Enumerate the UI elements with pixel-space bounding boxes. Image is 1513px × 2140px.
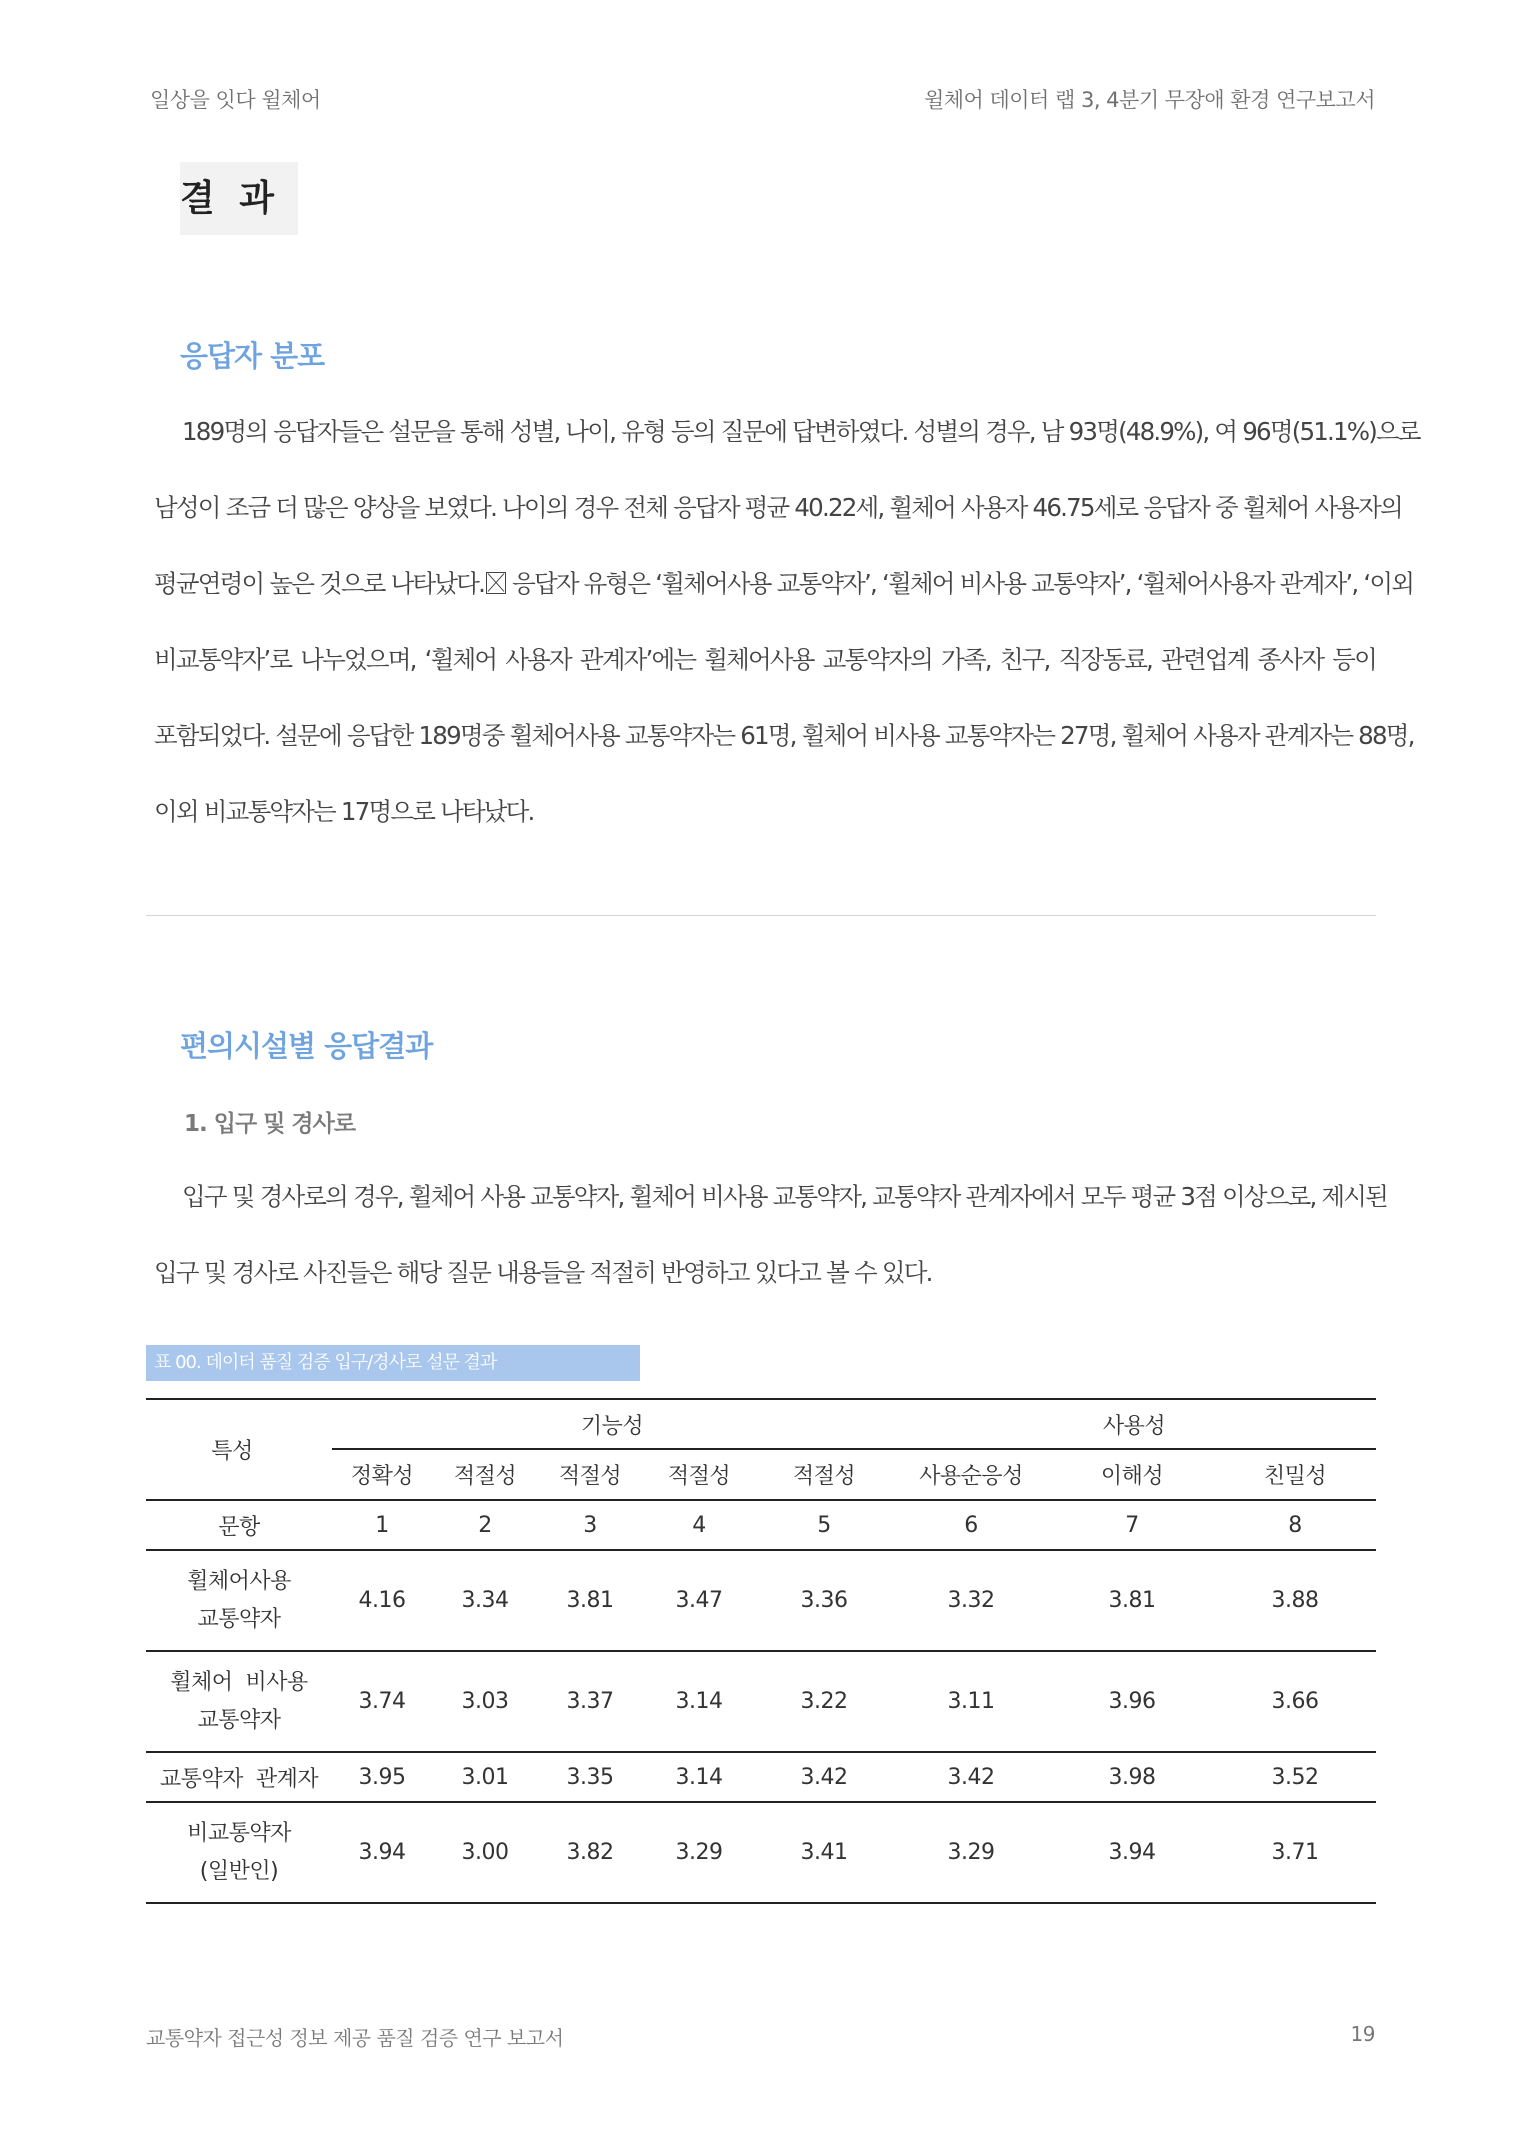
table-cell: 3.42 (756, 1752, 892, 1802)
table-cell: 3.29 (892, 1802, 1050, 1903)
running-header-left: 일상을 잇다 윌체어 (150, 88, 321, 112)
table-cell: 3.32 (892, 1550, 1050, 1651)
table-cell: 3.94 (1050, 1802, 1214, 1903)
table-cell: 3.34 (432, 1550, 538, 1651)
row-label-line: 교통약자 (197, 1707, 281, 1733)
table-cell: 3.96 (1050, 1651, 1214, 1752)
table-row (146, 1550, 1376, 1651)
table-cell: 3.14 (642, 1752, 756, 1802)
paragraph-line: 남성이 조금 더 많은 양상을 보였다. 나이의 경우 전체 응답자 평균 40.22세, 휠체어 사용자 46.75세로 응답자 중 휠체어 사용자의 (154, 493, 1402, 522)
table-cell: 3.52 (1214, 1752, 1376, 1802)
paragraph-line: 이외 비교통약자는 17명으로 나타났다. (154, 797, 534, 826)
table-row (146, 1802, 1376, 1903)
table-cell: 3.82 (538, 1802, 642, 1903)
header-group-usability: 사용성 (892, 1399, 1376, 1449)
table-cell: 3 (538, 1500, 642, 1550)
section-title-facility-results: 편의시설별 응답결과 (180, 1029, 433, 1063)
table-row (146, 1500, 1376, 1550)
table-cell: 3.37 (538, 1651, 642, 1752)
table-caption: 표 00. 데이터 품질 검증 입구/경사로 설문 결과 (146, 1345, 640, 1381)
column-header: 친밀성 (1214, 1449, 1376, 1500)
header-gap-cell (318, 1399, 332, 1500)
table-cell: 4.16 (332, 1550, 432, 1651)
table-cell: 6 (892, 1500, 1050, 1550)
table-cell: 3.22 (756, 1651, 892, 1752)
row-label-line: 휠체어사용 (187, 1568, 291, 1594)
table-header-row (146, 1399, 1376, 1449)
table-cell: 3.03 (432, 1651, 538, 1752)
row-label (146, 1550, 332, 1651)
section-title-respondents: 응답자 분포 (180, 339, 325, 373)
table-cell: 3.81 (538, 1550, 642, 1651)
table-cell: 3.29 (642, 1802, 756, 1903)
paragraph-line: 비교통약자’로 나누었으며, ‘휠체어 사용자 관계자’에는 휠체어사용 교통약자의 가족, 친구, 직장동료, 관련업계 종사자 등이 (154, 645, 1376, 674)
table-cell: 3.94 (332, 1802, 432, 1903)
table-cell: 3.47 (642, 1550, 756, 1651)
table-cell: 3.88 (1214, 1550, 1376, 1651)
table-cell: 5 (756, 1500, 892, 1550)
row-label-line: 교통약자 (197, 1606, 281, 1632)
column-header: 정확성 (332, 1449, 432, 1500)
table-cell: 4 (642, 1500, 756, 1550)
row-label: 교통약자 관계자 (146, 1752, 332, 1802)
paragraph-line: 포함되었다. 설문에 응답한 189명중 휠체어사용 교통약자는 61명, 휠체어 비사용 교통약자는 27명, 휠체어 사용자 관계자는 88명, (154, 721, 1414, 750)
row-label-line: (일반인) (199, 1858, 279, 1884)
table-cell: 2 (432, 1500, 538, 1550)
column-header: 적절성 (756, 1449, 892, 1500)
running-footer: 교통약자 접근성 정보 제공 품질 검증 연구 보고서 (146, 2026, 564, 2050)
paragraph-line: 입구 및 경사로 사진들은 해당 질문 내용들을 적절히 반영하고 있다고 볼 수 있다. (154, 1258, 932, 1287)
table-cell: 3.35 (538, 1752, 642, 1802)
table-cell: 8 (1214, 1500, 1376, 1550)
table-cell: 3.36 (756, 1550, 892, 1651)
row-label-line: 비교통약자 (187, 1820, 291, 1846)
running-header-right: 윌체어 데이터 랩 3, 4분기 무장애 환경 연구보고서 (923, 88, 1375, 112)
missing-glyph-icon (486, 572, 506, 594)
column-header: 이해성 (1050, 1449, 1214, 1500)
table-cell: 3.14 (642, 1651, 756, 1752)
paragraph-line: 입구 및 경사로의 경우, 휠체어 사용 교통약자, 휠체어 비사용 교통약자, 교통약자 관계자에서 모두 평균 3점 이상으로, 제시된 (182, 1182, 1388, 1211)
table-cell: 3.11 (892, 1651, 1050, 1752)
table-cell: 3.71 (1214, 1802, 1376, 1903)
column-header: 적절성 (538, 1449, 642, 1500)
table-cell: 3.41 (756, 1802, 892, 1903)
table-cell: 3.66 (1214, 1651, 1376, 1752)
row-label (146, 1651, 332, 1752)
table-cell: 1 (332, 1500, 432, 1550)
table-cell: 3.01 (432, 1752, 538, 1802)
table-cell: 3.42 (892, 1752, 1050, 1802)
table-cell: 3.00 (432, 1802, 538, 1903)
table-row (146, 1752, 1376, 1802)
paragraph-line-part: 평균연령이 높은 것으로 나타났다. (154, 569, 485, 598)
header-group-functionality: 기능성 (332, 1399, 892, 1449)
column-header: 사용순응성 (892, 1449, 1050, 1500)
table-row (146, 1651, 1376, 1752)
section-divider (146, 915, 1376, 916)
page-number: 19 (1350, 2022, 1375, 2046)
table-cell: 7 (1050, 1500, 1214, 1550)
row-label: 문항 (146, 1500, 332, 1550)
paragraph-line-part: 응답자 유형은 ‘휠체어사용 교통약자’, ‘휠체어 비사용 교통약자’, ‘휠체어사용자 관계자’, ‘이외 (512, 569, 1414, 598)
table-cell: 3.95 (332, 1752, 432, 1802)
table-cell: 3.74 (332, 1651, 432, 1752)
column-header: 적절성 (642, 1449, 756, 1500)
table-cell: 3.98 (1050, 1752, 1214, 1802)
row-label-line: 휠체어 비사용 (170, 1669, 308, 1695)
column-header: 적절성 (432, 1449, 538, 1500)
row-label (146, 1802, 332, 1903)
paragraph-line: 189명의 응답자들은 설문을 통해 성별, 나이, 유형 등의 질문에 답변하였다. 성별의 경우, 남 93명(48.9%), 여 96명(51.1%)으로 (182, 417, 1420, 446)
survey-results-table (146, 1398, 1376, 1904)
subsection-title: 1. 입구 및 경사로 (184, 1111, 356, 1137)
header-cell-characteristic: 특성 (146, 1399, 318, 1500)
paragraph-line (154, 565, 1414, 605)
table-cell: 3.81 (1050, 1550, 1214, 1651)
page-title: 결 과 (180, 162, 298, 235)
